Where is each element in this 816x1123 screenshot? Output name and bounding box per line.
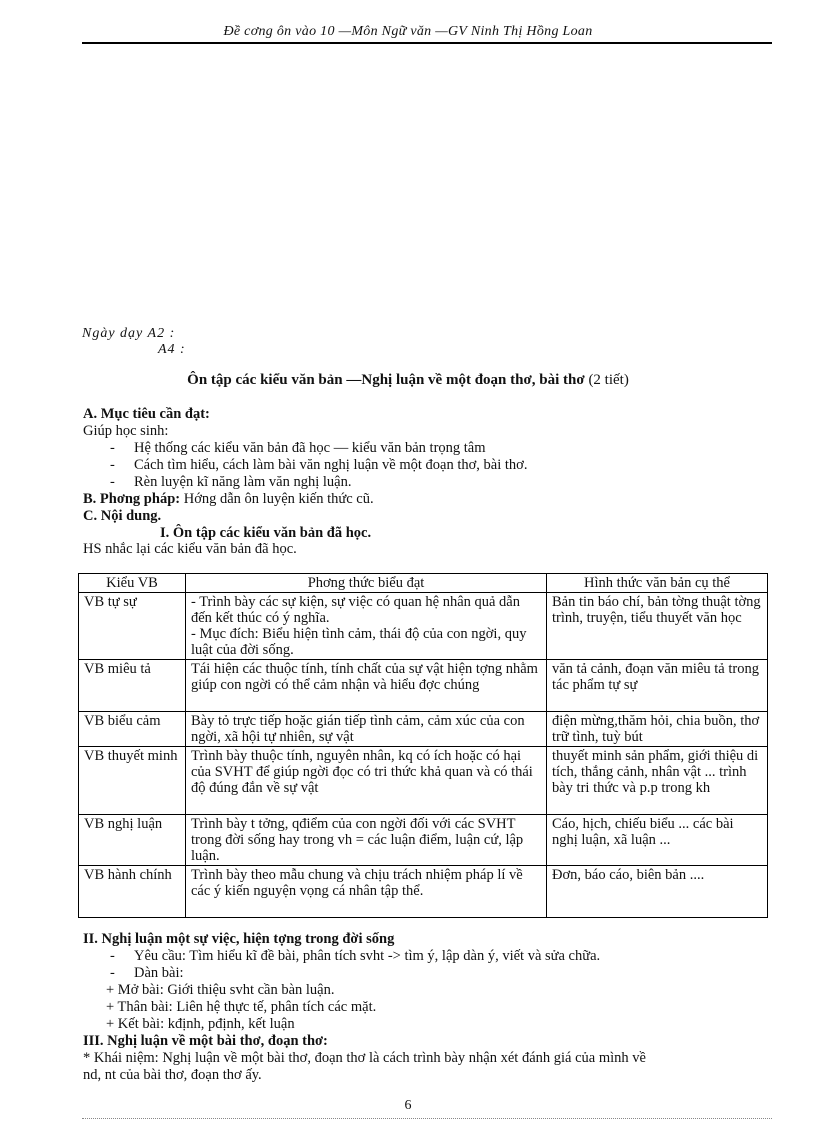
header-rule: [82, 42, 772, 44]
table-row: [79, 712, 768, 747]
col-header-method: Phơng thức biểu đạt: [186, 574, 547, 593]
section-a-intro: Giúp học sinh:: [83, 423, 169, 439]
section-b: B. Phơng pháp: Hớng dẫn ôn luyện kiến thức cũ.: [83, 491, 374, 507]
cell-form: thuyết minh sản phẩm, giới thiệu di tích, thắng cảnh, nhân vật ... trình bày tri thức và p.p trong kh: [547, 747, 768, 815]
text-types-table: [78, 573, 768, 918]
teaching-date-a2: Ngày dạy A2 :: [82, 326, 176, 341]
cell-type: VB miêu tả: [79, 660, 186, 712]
page-header: Đề cơng ôn vào 10 —Môn Ngữ văn —GV Ninh Thị Hồng Loan: [223, 24, 593, 39]
section-c-heading: C. Nội dung.: [83, 508, 162, 524]
section-iii-line1: * Khái niệm: Nghị luận về một bài thơ, đoạn thơ là cách trình bày nhận xét đánh giá của mình về: [83, 1050, 646, 1066]
list-item: - Yêu cầu: Tìm hiểu kĩ đề bài, phân tích svht -> tìm ý, lập dàn ý, viết và sửa chữa.: [110, 948, 601, 964]
cell-form: điện mừng,thăm hỏi, chia buồn, thơ trữ tình, tuỳ bút: [547, 712, 768, 747]
cell-type: VB thuyết minh: [79, 747, 186, 815]
section-iii-heading: III. Nghị luận về một bài thơ, đoạn thơ:: [83, 1033, 328, 1049]
table-row: [79, 815, 768, 866]
footer-rule: [82, 1118, 772, 1119]
lesson-title-duration: (2 tiết): [584, 372, 629, 388]
cell-method: Bày tỏ trực tiếp hoặc gián tiếp tình cảm, cảm xúc của con ngời, xã hội tự nhiên, sự vật: [186, 712, 547, 747]
cell-method: Trình bày theo mẫu chung và chịu trách nhiệm pháp lí về các ý kiến nguyện vọng cá nhân tập thể.: [186, 866, 547, 918]
cell-type: VB biểu cảm: [79, 712, 186, 747]
cell-form: văn tả cảnh, đoạn văn miêu tả trong tác phẩm tự sự: [547, 660, 768, 712]
cell-method: Trình bày t tởng, qđiểm của con ngời đối với các SVHT trong đời sống hay trong vh = các luận điểm, luận cứ, lập luận.: [186, 815, 547, 866]
cell-method: Tái hiện các thuộc tính, tính chất của sự vật hiện tợng nhằm giúp con ngời có thể cảm nhận và hiểu đợc chúng: [186, 660, 547, 712]
lesson-title: [0, 372, 816, 389]
list-item: + Mở bài: Giới thiệu svht cần bàn luận.: [106, 982, 335, 998]
cell-form: Cáo, hịch, chiếu biểu ... các bài nghị luận, xã luận ...: [547, 815, 768, 866]
page-number: 6: [404, 1098, 412, 1113]
cell-type: VB hành chính: [79, 866, 186, 918]
cell-form: Đơn, báo cáo, biên bản ....: [547, 866, 768, 918]
list-item: - Cách tìm hiểu, cách làm bài văn nghị luận về một đoạn thơ, bài thơ.: [110, 457, 528, 473]
cell-type: VB tự sự: [79, 593, 186, 660]
table-row: [79, 866, 768, 918]
section-iii-line2: nd, nt của bài thơ, đoạn thơ ấy.: [83, 1067, 262, 1083]
list-item: + Kết bài: kđịnh, pđịnh, kết luận: [106, 1016, 295, 1032]
cell-type: VB nghị luận: [79, 815, 186, 866]
list-item: + Thân bài: Liên hệ thực tế, phân tích các mặt.: [106, 999, 377, 1015]
list-item: - Dàn bài:: [110, 965, 184, 981]
table-row: [79, 747, 768, 815]
teaching-date-a4: A4 :: [158, 342, 186, 357]
table-row: [79, 593, 768, 660]
section-ii-heading: II. Nghị luận một sự việc, hiện tợng trong đời sống: [83, 931, 395, 947]
cell-form: Bản tin báo chí, bản tờng thuật tờng trình, truyện, tiểu thuyết văn học: [547, 593, 768, 660]
section-c-note: HS nhắc lại các kiểu văn bản đã học.: [83, 541, 297, 557]
table-row: [79, 660, 768, 712]
section-a-heading: A. Mục tiêu cần đạt:: [83, 406, 210, 422]
lesson-title-main: Ôn tập các kiểu văn bản —Nghị luận về một đoạn thơ, bài thơ: [187, 372, 585, 388]
list-item: - Rèn luyện kĩ năng làm văn nghị luận.: [110, 474, 352, 490]
table-header-row: [79, 574, 768, 593]
list-item: - Hệ thống các kiểu văn bản đã học — kiểu văn bản trọng tâm: [110, 440, 486, 456]
cell-method: - Trình bày các sự kiện, sự việc có quan hệ nhân quả dẫn đến kết thúc có ý nghĩa. - Mục đích: Biểu hiện tình cảm, thái độ của con ngời, quy luật của đời sống.: [186, 593, 547, 660]
col-header-type: Kiểu VB: [79, 574, 186, 593]
col-header-form: Hình thức văn bản cụ thể: [547, 574, 768, 593]
section-c-sub1: I. Ôn tập các kiểu văn bản đã học.: [160, 525, 372, 541]
cell-method: Trình bày thuộc tính, nguyên nhân, kq có ích hoặc có hại của SVHT để giúp ngời đọc có tri thức khả quan và có thái độ đúng đắn về sự vật: [186, 747, 547, 815]
